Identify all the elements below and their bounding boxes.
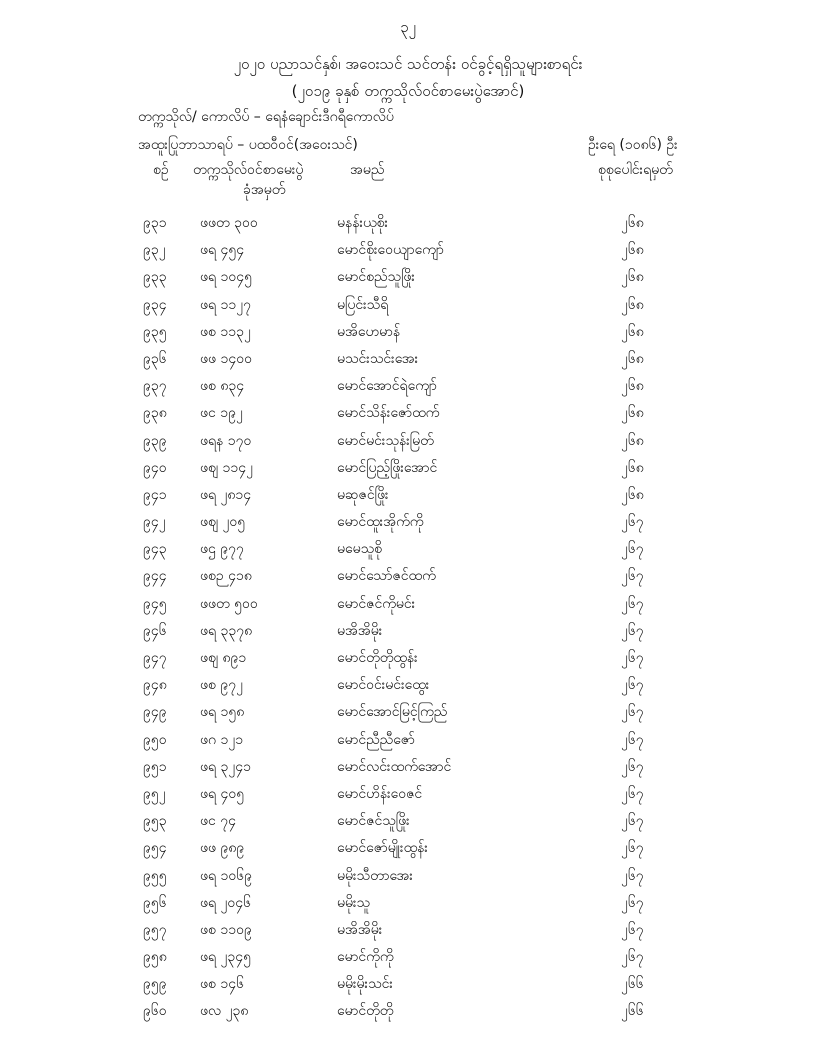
total-marks: ၂၆၇ <box>621 949 644 966</box>
column-header-roll: တက္ကသိုလ်ဝင်စာမေးပွဲ <box>193 162 304 178</box>
student-name: မောင်မင်းသုန်းမြတ် <box>337 432 434 449</box>
row-number: ၉၄၉ <box>143 704 167 721</box>
roll-number: ဖရန ၁၇၀ <box>200 432 252 449</box>
row-number: ၉၃၉ <box>143 432 167 449</box>
total-marks: ၂၆၇ <box>621 840 644 857</box>
student-name: မောင်ပြည့်ဖြိုးအောင် <box>337 459 438 476</box>
table-row <box>0 431 816 458</box>
total-marks: ၂၆၈ <box>621 350 644 367</box>
table-row <box>0 566 816 593</box>
row-number: ၉၃၅ <box>143 323 167 340</box>
student-name: မမိုးသူ <box>337 894 371 911</box>
roll-number: ဖစ ၁၁၀၉ <box>200 921 252 938</box>
student-name: မောင်ဇင်ကိုမင်း <box>337 595 416 612</box>
row-number: ၉၃၇ <box>143 378 167 395</box>
student-list <box>0 213 816 1029</box>
row-number: ၉၅၁ <box>143 758 167 775</box>
table-row <box>0 947 816 974</box>
student-name: မနန်းယုစိုး <box>337 215 389 231</box>
table-row <box>0 240 816 267</box>
row-number: ၉၄၃ <box>143 541 167 558</box>
total-marks: ၂၆၇ <box>621 677 644 694</box>
student-name: မောင်ညီညီဇော် <box>337 731 415 748</box>
roll-number: ဖင ၁၉၂ <box>200 405 243 422</box>
roll-number: ဖရ ၁၀၄၅ <box>200 269 252 286</box>
roll-number: ဖရ ၃၃၇၈ <box>200 622 253 639</box>
total-marks: ၂၆၇ <box>621 568 644 585</box>
total-marks: ၂၆၈ <box>621 405 644 422</box>
roll-number: ဖရ ၂၀၄၆ <box>200 894 251 911</box>
student-name: မောင်သိန်းဇော်ထက် <box>337 405 440 422</box>
student-name: မောင်စိုးဝေယျာကျော် <box>337 242 444 259</box>
total-marks: ၂၆၇ <box>621 921 644 938</box>
total-marks: ၂၆၈ <box>621 459 644 476</box>
table-row <box>0 376 816 403</box>
total-marks: ၂၆၇ <box>621 514 644 531</box>
roll-number: ဖရ ၄၀၅ <box>200 785 245 802</box>
table-row <box>0 295 816 322</box>
roll-number: ဖဖတ ၅၀၀ <box>200 595 258 612</box>
table-row <box>0 757 816 784</box>
table-row <box>0 1001 816 1028</box>
row-number: ၉၄၇ <box>143 650 167 666</box>
document-subtitle: (၂၀၁၉ ခုနှစ် တက္ကသိုလ်ဝင်စာမေးပွဲအောင်) <box>291 82 525 100</box>
student-name: မောင်ဇော်မျိုးထွန်း <box>337 840 428 857</box>
student-name: မသင်းသင်းအေး <box>337 350 419 367</box>
student-name: မမိုးမိုးသင်း <box>337 976 393 993</box>
roll-number: ဖရ ၁၅၈ <box>200 704 245 721</box>
roll-number: ဖစဉ ၄၁၈ <box>200 568 252 585</box>
total-marks: ၂၆၈ <box>621 486 644 503</box>
roll-number: ဖစ ၁၁၃၂ <box>200 323 251 340</box>
total-marks: ၂၆၇ <box>621 867 644 884</box>
total-marks: ၂၆၈ <box>621 378 644 395</box>
roll-number: ဖဖ ၉၈၉ <box>200 840 245 857</box>
row-number: ၉၃၂ <box>143 242 166 259</box>
row-number: ၉၅၂ <box>143 785 166 802</box>
roll-number: ဖဖတ ၃၀၀ <box>200 215 258 231</box>
table-row <box>0 322 816 349</box>
row-number: ၉၅၆ <box>143 894 167 911</box>
roll-number: ဖရ ၁၀၆၉ <box>200 867 252 884</box>
page-number: ၃၂ <box>400 18 416 36</box>
row-number: ၉၅၀ <box>143 731 167 748</box>
roll-number: ဖင ၇၄ <box>200 813 236 830</box>
table-row <box>0 512 816 539</box>
student-name: မအိဟေမာန် <box>337 323 401 340</box>
row-number: ၉၃၃ <box>143 269 167 286</box>
total-marks: ၂၆၇ <box>621 785 644 802</box>
total-marks: ၂၆၇ <box>621 541 644 558</box>
student-name: မပြင်းသီရိ <box>337 296 389 313</box>
table-row <box>0 920 816 947</box>
table-row <box>0 403 816 430</box>
row-number: ၉၅၅ <box>143 867 167 884</box>
table-row <box>0 213 816 240</box>
table-row <box>0 730 816 757</box>
student-name: မောင်သော်ဇင်ထက် <box>337 568 436 585</box>
table-row <box>0 675 816 702</box>
roll-number: ဖရ ၁၁၂၇ <box>200 296 251 313</box>
student-name: မောင်ဇင်သူဖြိုး <box>337 813 410 830</box>
roll-number: ဖစ ၉၇၂ <box>200 677 243 694</box>
row-number: ၉၃၈ <box>143 405 167 422</box>
roll-number: ဖဌ ၉၇၇ <box>200 541 244 558</box>
table-row <box>0 458 816 485</box>
table-row <box>0 838 816 865</box>
total-marks: ၂၆၈ <box>621 242 644 259</box>
total-marks: ၂၆၇ <box>621 595 644 612</box>
table-row <box>0 621 816 648</box>
table-row <box>0 784 816 811</box>
table-row <box>0 893 816 920</box>
department-line: တက္ကသိုလ်/ ကောလိပ် – ရေနံချောင်းဒီဂရီကောလိပ် <box>138 109 394 125</box>
student-name: မအိအိမိုး <box>337 921 383 938</box>
student-name: မောင်တိုတို <box>337 1003 394 1020</box>
total-marks: ၂၆၇ <box>621 650 644 666</box>
column-header-marks: စုစုပေါင်းရမှတ် <box>598 162 673 178</box>
total-marks: ၂၆၈ <box>621 269 644 286</box>
roll-number: ဖစ ၁၄၆ <box>200 976 244 993</box>
student-name: မောင်ထူးအိုက်ကို <box>337 514 424 531</box>
row-number: ၉၆၀ <box>143 1003 167 1020</box>
subject-line: အထူးပြုဘာသာရပ် – ပထဝီဝင်(အဝေးသင်) <box>138 137 358 153</box>
row-number: ၉၃၄ <box>143 296 167 313</box>
student-name: မောင်အောင်မြင့်ကြည် <box>337 704 448 721</box>
total-marks: ၂၆၇ <box>621 704 644 721</box>
roll-number: ဖရ ၃၂၄၁ <box>200 758 251 775</box>
table-row <box>0 594 816 621</box>
table-row <box>0 349 816 376</box>
student-name: မဆုဇင်ဖြိုး <box>337 486 389 503</box>
student-name: မောင်ကိုကို <box>337 949 394 966</box>
total-marks: ၂၆၈ <box>621 296 644 313</box>
row-number: ၉၄၀ <box>143 459 167 476</box>
student-name: မောင်တိုတိုထွန်း <box>337 650 418 666</box>
table-row <box>0 974 816 1001</box>
table-row <box>0 539 816 566</box>
total-marks: ၂၆၆ <box>621 1003 644 1020</box>
total-count: ဦးရေ (၁၀၈၆) ဦး <box>588 137 678 153</box>
total-marks: ၂၆၇ <box>621 758 644 775</box>
row-number: ၉၅၈ <box>143 949 167 966</box>
roll-number: ဖစျ ၂၀၅ <box>200 514 246 531</box>
total-marks: ၂၆၇ <box>621 813 644 830</box>
student-name: မမေသူစို <box>337 541 383 558</box>
table-row <box>0 485 816 512</box>
student-name: မအိအိမိုး <box>337 622 383 639</box>
roll-number: ဖစျ ၁၁၄၂ <box>200 459 254 476</box>
column-header-name: အမည် <box>350 162 385 178</box>
column-header-no: စဉ် <box>153 162 169 178</box>
total-marks: ၂၆၆ <box>621 976 644 993</box>
student-name: မောင်ဟိန်းဝေဇင် <box>337 785 423 802</box>
table-row <box>0 702 816 729</box>
roll-number: ဖစျ ၈၉၁ <box>200 650 247 666</box>
row-number: ၉၄၁ <box>143 486 167 503</box>
roll-number: ဖဂ ၁၂၁ <box>200 731 244 748</box>
student-name: မောင်အောင်ရဲကျော် <box>337 378 437 395</box>
roll-number: ဖရ ၂၈၁၄ <box>200 486 252 503</box>
table-row <box>0 811 816 838</box>
row-number: ၉၃၆ <box>143 350 167 367</box>
roll-number: ဖဖ ၁၄၀၀ <box>200 350 252 367</box>
total-marks: ၂၆၇ <box>621 894 644 911</box>
column-header-roll-sub: ခုံအမှတ် <box>243 182 286 198</box>
row-number: ၉၃၁ <box>143 215 167 231</box>
row-number: ၉၄၆ <box>143 622 167 639</box>
student-name: မောင်စည်သူဖြိုး <box>337 269 415 286</box>
total-marks: ၂၆၇ <box>621 731 644 748</box>
row-number: ၉၄၄ <box>143 568 167 585</box>
row-number: ၉၄၂ <box>143 514 166 531</box>
row-number: ၉၅၃ <box>143 813 167 830</box>
student-name: မောင်ဝင်းမင်းထွေး <box>337 677 430 694</box>
total-marks: ၂၆၇ <box>621 622 644 639</box>
table-row <box>0 267 816 294</box>
table-row <box>0 648 816 675</box>
roll-number: ဖရ ၂၃၄၅ <box>200 949 251 966</box>
document-title: ၂၀၂၀ ပညာသင်နှစ်၊ အဝေးသင် သင်တန်း ဝင်ခွင့်ရရှိသူများစာရင်း <box>233 55 583 73</box>
roll-number: ဖလ ၂၃၈ <box>200 1003 249 1020</box>
row-number: ၉၅၄ <box>143 840 167 857</box>
row-number: ၉၅၇ <box>143 921 167 938</box>
total-marks: ၂၆၈ <box>621 215 644 231</box>
roll-number: ဖရ ၄၅၄ <box>200 242 245 259</box>
student-name: မောင်လင်းထက်အောင် <box>337 758 452 775</box>
table-row <box>0 866 816 893</box>
total-marks: ၂၆၈ <box>621 323 644 340</box>
row-number: ၉၄၅ <box>143 595 167 612</box>
row-number: ၉၅၉ <box>143 976 167 993</box>
total-marks: ၂၆၈ <box>621 432 644 449</box>
student-name: မမိုးသီတာအေး <box>337 867 413 884</box>
roll-number: ဖစ ၈၃၄ <box>200 378 245 395</box>
row-number: ၉၄၈ <box>143 677 167 694</box>
